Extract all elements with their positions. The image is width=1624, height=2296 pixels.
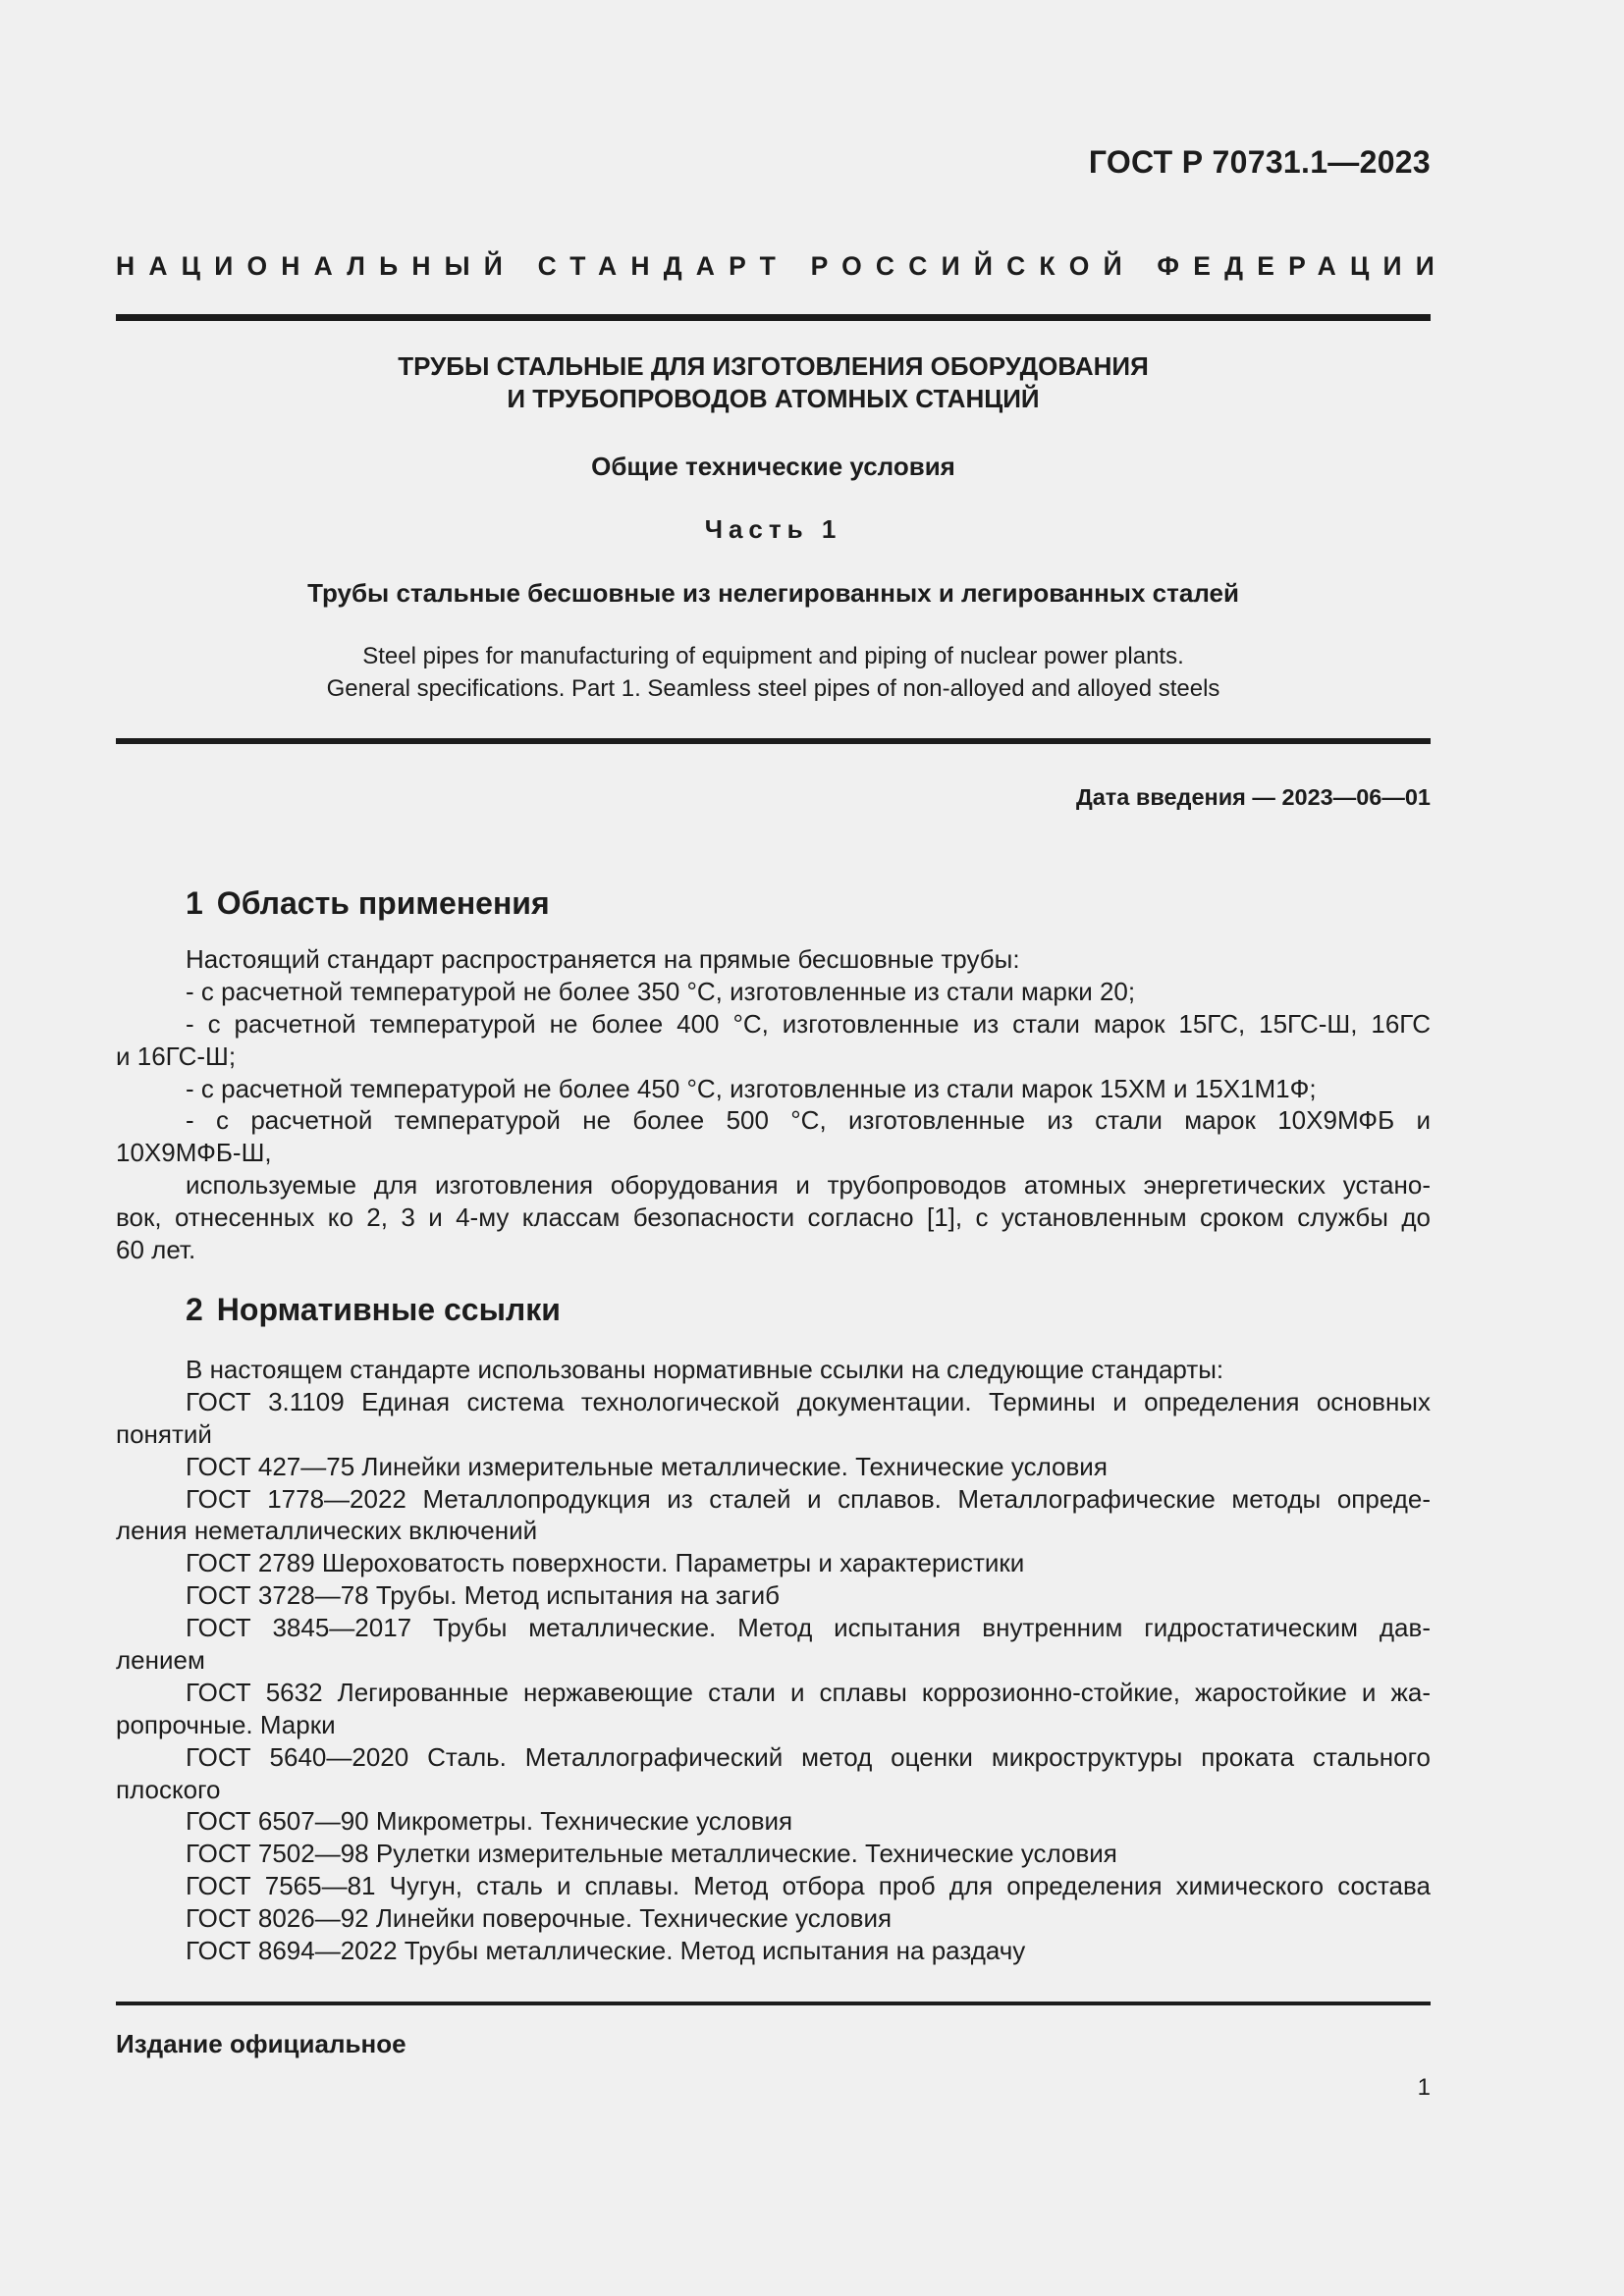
paragraph-line: используемые для изготовления оборудования и трубопроводов атомных энергетических устано- bbox=[186, 1170, 1431, 1201]
section-1-title: Область применения bbox=[216, 885, 550, 921]
paragraph-line: 60 лет. bbox=[116, 1235, 196, 1265]
reference-line: ГОСТ 7502—98 Рулетки измерительные металлические. Технические условия bbox=[186, 1839, 1117, 1869]
reference-line: ропрочные. Марки bbox=[116, 1709, 336, 1739]
paragraph-line: и 16ГС-Ш; bbox=[116, 1041, 237, 1071]
document-title bbox=[116, 350, 1431, 415]
reference-line: плоского bbox=[116, 1774, 221, 1804]
section-2-number: 2 bbox=[186, 1292, 203, 1327]
paragraph-line: - с расчетной температурой не более 350 °С, изготовленные из стали марки 20; bbox=[186, 976, 1136, 1006]
reference-line: В настоящем стандарте использованы нормативные ссылки на следующие стандарты: bbox=[186, 1355, 1224, 1384]
reference-line: ГОСТ 3845—2017 Трубы металлические. Метод испытания внутренним гидростатическим дав- bbox=[186, 1613, 1431, 1643]
reference-line: ГОСТ 427—75 Линейки измерительные металлические. Технические условия bbox=[186, 1451, 1108, 1481]
document-subtitle: Общие технические условия bbox=[591, 452, 955, 481]
section-1-body bbox=[116, 943, 1431, 1266]
page-number: 1 bbox=[1417, 2074, 1431, 2101]
top-thick-rule bbox=[116, 314, 1431, 321]
title-bottom-rule bbox=[116, 738, 1431, 744]
section-2-heading bbox=[186, 1292, 561, 1328]
section-1-number: 1 bbox=[186, 885, 203, 921]
reference-line: ГОСТ 3728—78 Трубы. Метод испытания на загиб bbox=[186, 1580, 781, 1611]
national-standard-heading: НАЦИОНАЛЬНЫЙ СТАНДАРТ РОССИЙСКОЙ ФЕДЕРАЦИИ bbox=[116, 251, 1449, 281]
paragraph-line: Настоящий стандарт распространяется на прямые бесшовные трубы: bbox=[186, 944, 1020, 974]
title-line-1: ТРУБЫ СТАЛЬНЫЕ ДЛЯ ИЗГОТОВЛЕНИЯ ОБОРУДОВАНИЯ bbox=[398, 351, 1149, 381]
reference-line: ГОСТ 2789 Шероховатость поверхности. Параметры и характеристики bbox=[186, 1548, 1025, 1578]
paragraph-line: - с расчетной температурой не более 450 °С, изготовленные из стали марок 15ХМ и 15Х1М1Ф; bbox=[186, 1073, 1317, 1103]
section-1-heading bbox=[186, 885, 550, 922]
reference-line: ГОСТ 5640—2020 Сталь. Металлографический метод оценки микроструктуры проката стального bbox=[186, 1741, 1431, 1772]
reference-line: ГОСТ 6507—90 Микрометры. Технические условия bbox=[186, 1806, 793, 1837]
part-title: Трубы стальные бесшовные из нелегированных и легированных сталей bbox=[307, 578, 1239, 608]
paragraph-line: - с расчетной температурой не более 400 °С, изготовленные из стали марок 15ГС, 15ГС-Ш, 16ГС bbox=[186, 1008, 1431, 1039]
english-title-line-2: General specifications. Part 1. Seamless steel pipes of non-alloyed and alloyed steels bbox=[326, 675, 1220, 702]
introduction-date: Дата введения — 2023—06—01 bbox=[1075, 784, 1431, 810]
reference-line: ГОСТ 8694—2022 Трубы металлические. Метод испытания на раздачу bbox=[186, 1936, 1026, 1966]
reference-line: ГОСТ 3.1109 Единая система технологической документации. Термины и определения основных bbox=[186, 1386, 1431, 1416]
reference-line: ГОСТ 7565—81 Чугун, сталь и сплавы. Метод отбора проб для определения химического состава bbox=[186, 1871, 1431, 1901]
reference-line: ления неметаллических включений bbox=[116, 1516, 538, 1546]
title-line-2: И ТРУБОПРОВОДОВ АТОМНЫХ СТАНЦИЙ bbox=[507, 384, 1040, 413]
reference-line: понятий bbox=[116, 1418, 212, 1449]
reference-line: ГОСТ 1778—2022 Металлопродукция из сталей и сплавов. Металлографические методы опреде- bbox=[186, 1483, 1431, 1514]
document-number: ГОСТ Р 70731.1—2023 bbox=[1088, 144, 1431, 180]
footer-rule bbox=[116, 2002, 1431, 2005]
section-2-body bbox=[116, 1354, 1431, 1967]
english-title bbox=[116, 640, 1431, 705]
english-title-line-1: Steel pipes for manufacturing of equipment and piping of nuclear power plants. bbox=[362, 643, 1184, 669]
reference-line: ГОСТ 8026—92 Линейки поверочные. Технические условия bbox=[186, 1903, 893, 1934]
paragraph-line: вок, отнесенных ко 2, 3 и 4-му классам безопасности согласно [1], с установленным сроком службы до bbox=[116, 1202, 1431, 1233]
section-2-title: Нормативные ссылки bbox=[216, 1292, 561, 1327]
reference-line: ГОСТ 5632 Легированные нержавеющие стали и сплавы коррозионно-стойкие, жаростойкие и жа- bbox=[186, 1677, 1431, 1707]
paragraph-line: - с расчетной температурой не более 500 °С, изготовленные из стали марок 10Х9МФБ и bbox=[186, 1105, 1431, 1136]
paragraph-line: 10Х9МФБ-Ш, bbox=[116, 1138, 272, 1168]
reference-line: лением bbox=[116, 1645, 205, 1676]
official-edition-label: Издание официальное bbox=[116, 2029, 406, 2058]
part-label: Часть 1 bbox=[704, 514, 842, 544]
